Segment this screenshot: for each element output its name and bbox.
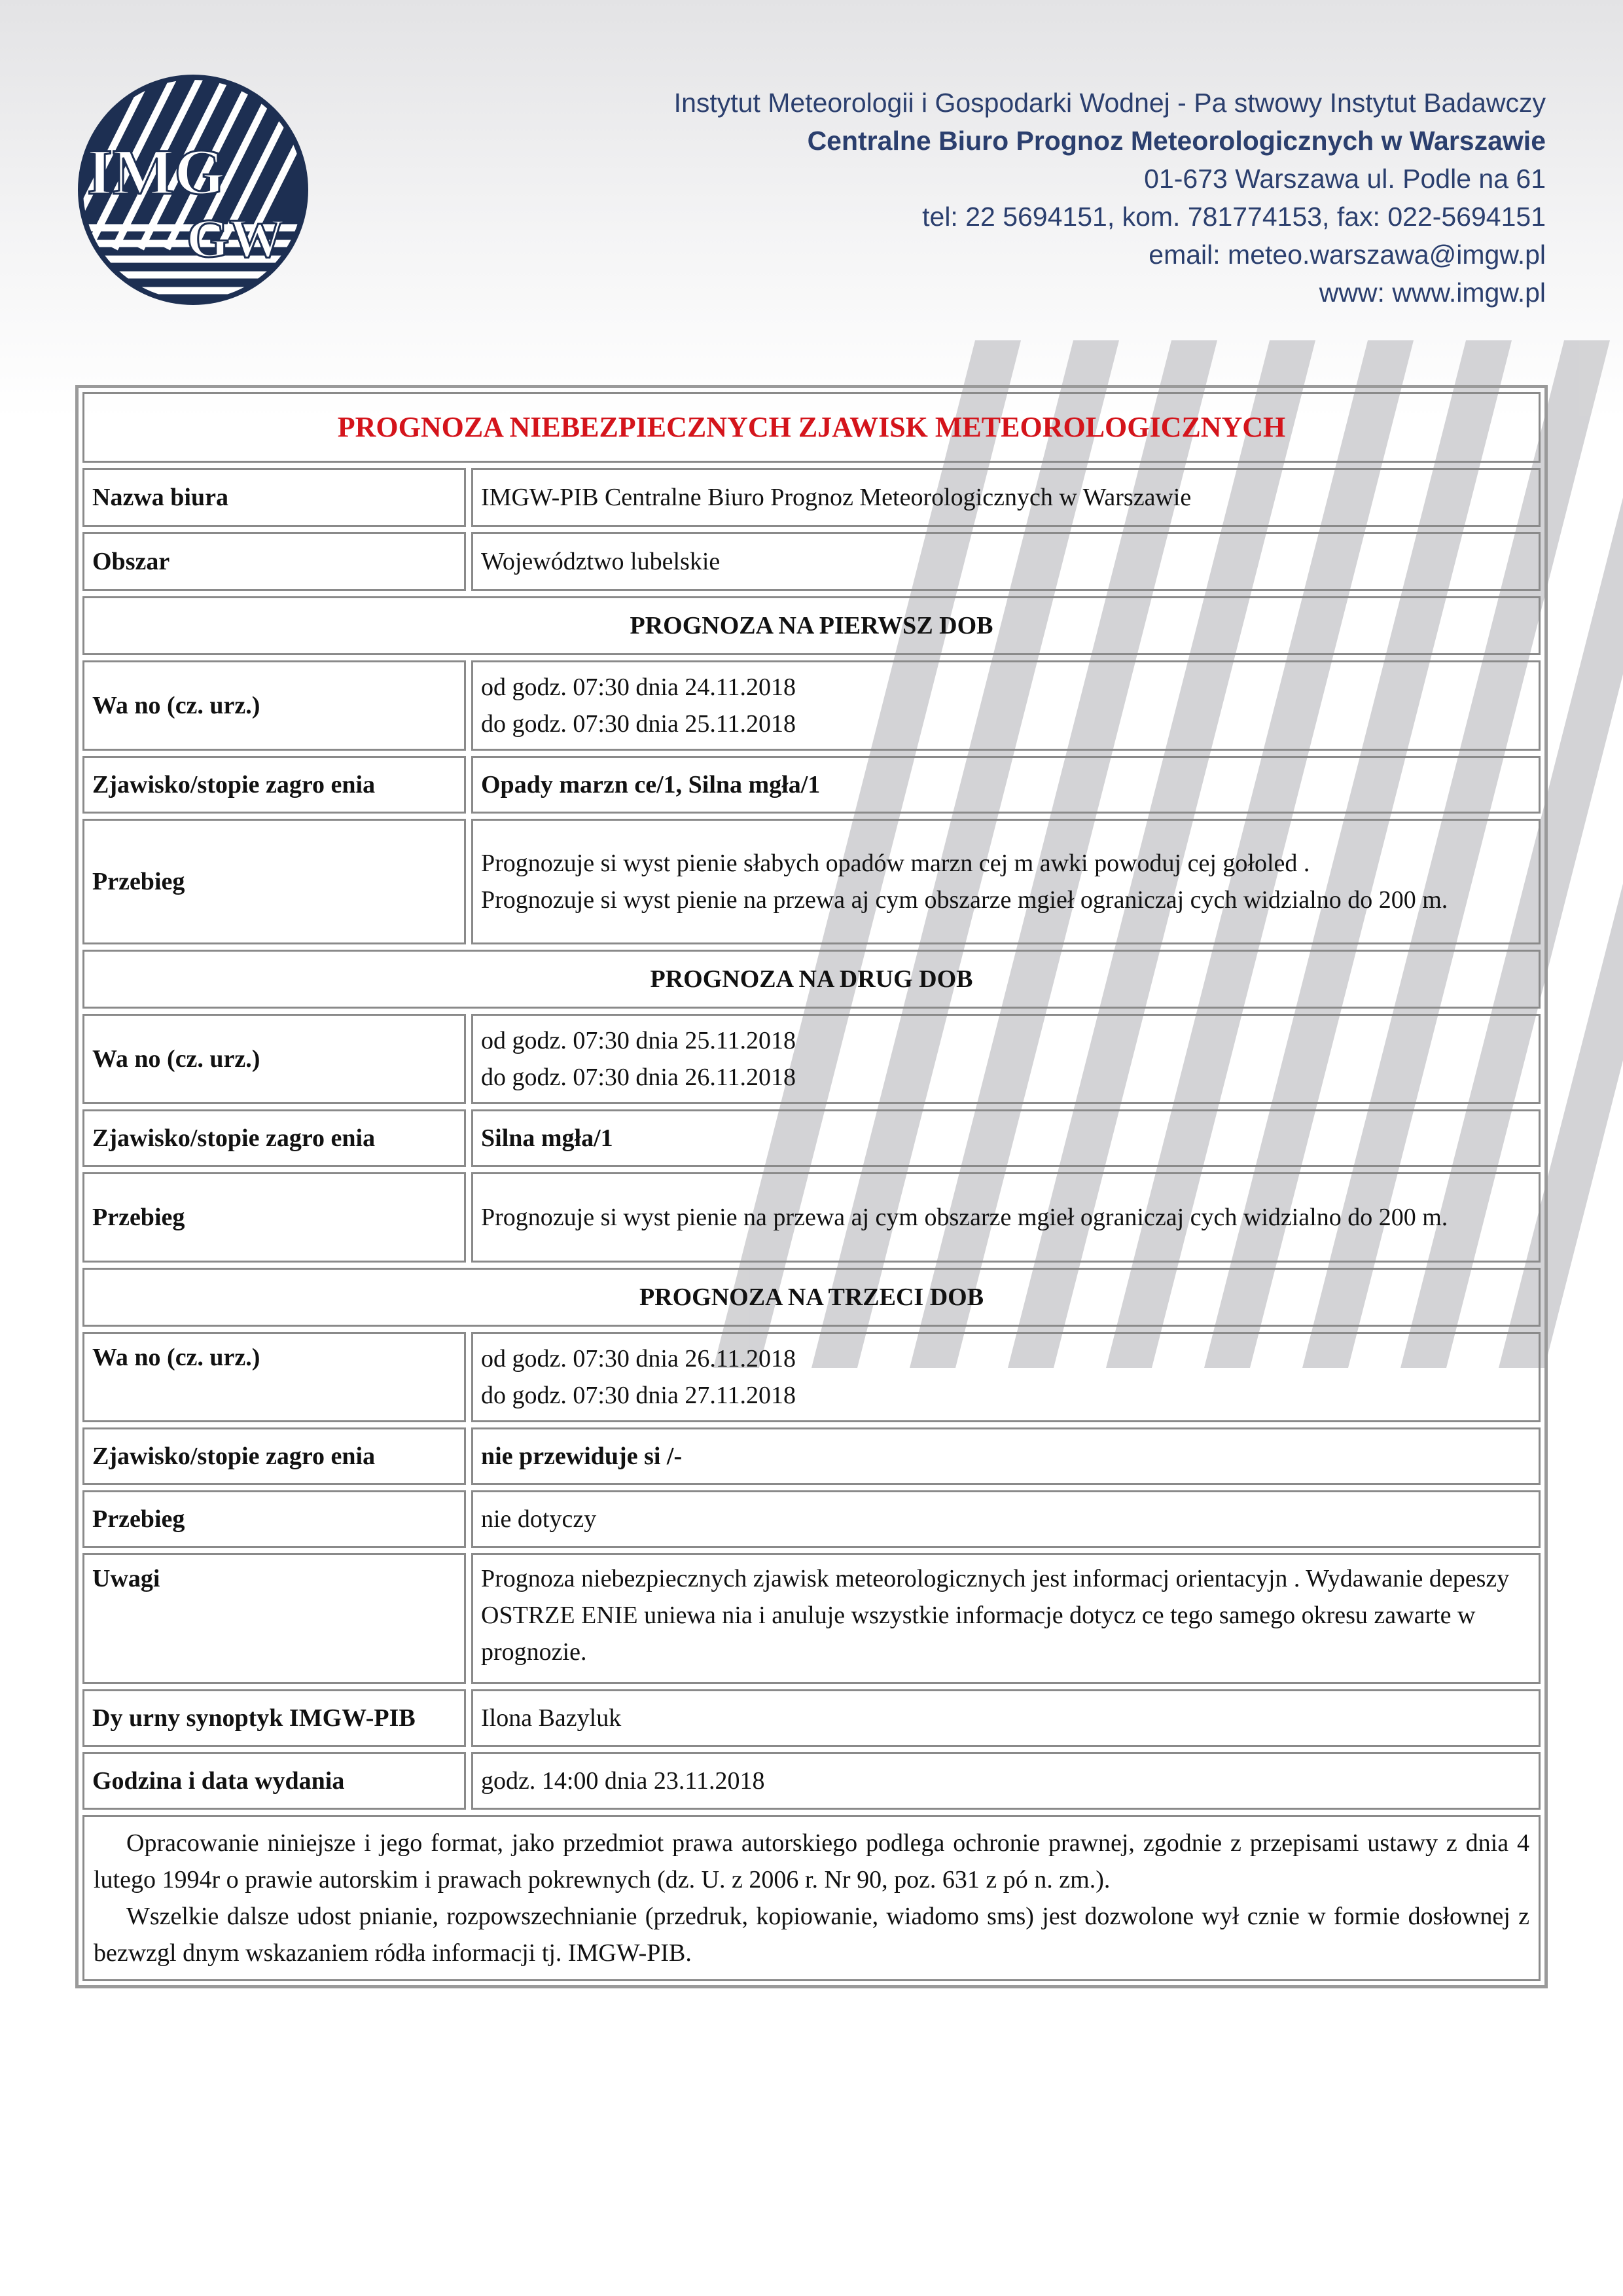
day1-from: od godz. 07:30 dnia 24.11.2018 — [481, 673, 796, 701]
forecast-table — [75, 385, 1548, 1988]
day1-phenomenon-value: Opady marzn ce/1, Silna mgła/1 — [471, 756, 1541, 814]
day2-phenomenon-label: Zjawisko/stopie zagro enia — [82, 1109, 466, 1167]
day3-validity-label: Wa no (cz. urz.) — [82, 1332, 466, 1422]
day1-heading: PROGNOZA NA PIERWSZ DOB — [82, 596, 1541, 655]
institute-name: Instytut Meteorologii i Gospodarki Wodnej - Pa stwowy Instytut Badawczy — [673, 88, 1546, 118]
day3-validity-value — [471, 1332, 1541, 1422]
copyright-notice — [82, 1815, 1541, 1981]
day3-course-value: nie dotyczy — [471, 1490, 1541, 1548]
day1-validity-value — [471, 660, 1541, 751]
day2-heading: PROGNOZA NA DRUG DOB — [82, 950, 1541, 1009]
day3-from: od godz. 07:30 dnia 26.11.2018 — [481, 1345, 796, 1372]
synoptic-label: Dy urny synoptyk IMGW-PIB — [82, 1689, 466, 1747]
institute-header — [564, 84, 1546, 312]
area-value: Województwo lubelskie — [471, 532, 1541, 591]
document-title: PROGNOZA NIEBEZPIECZNYCH ZJAWISK METEOROLOGICZNYCH — [82, 392, 1541, 463]
phone-line: tel: 22 5694151, kom. 781774153, fax: 022-5694151 — [922, 202, 1546, 232]
day3-course-label: Przebieg — [82, 1490, 466, 1548]
office-value: IMGW-PIB Centralne Biuro Prognoz Meteorologicznych w Warszawie — [471, 468, 1541, 527]
day2-course-label: Przebieg — [82, 1172, 466, 1263]
logo-text-top: IMG — [87, 135, 226, 208]
day3-to: do godz. 07:30 dnia 27.11.2018 — [481, 1382, 796, 1409]
email-line[interactable]: email: meteo.warszawa@imgw.pl — [1149, 240, 1546, 270]
day1-to: do godz. 07:30 dnia 25.11.2018 — [481, 710, 796, 738]
office-label: Nazwa biura — [82, 468, 466, 527]
day1-course-value — [471, 819, 1541, 944]
day2-course-value: Prognozuje si wyst pienie na przewa aj cym obszarze mgieł ograniczaj cych widzialno do 200 m. — [471, 1172, 1541, 1263]
day1-validity-label: Wa no (cz. urz.) — [82, 660, 466, 751]
copyright-paragraph-1: Opracowanie niniejsze i jego format, jako przedmiot prawa autorskiego podlega ochronie prawnej, zgodnie z przepisami ustawy z dnia 4 lutego 1994r o prawie autorskim i prawach pokrewnych (dz. U. z 2006 r. Nr 90, poz. 631 z pó n. zm.). — [94, 1829, 1529, 1893]
www-line[interactable]: www: www.imgw.pl — [1319, 278, 1546, 308]
day3-phenomenon-label: Zjawisko/stopie zagro enia — [82, 1427, 466, 1485]
issued-label: Godzina i data wydania — [82, 1752, 466, 1810]
day3-heading: PROGNOZA NA TRZECI DOB — [82, 1268, 1541, 1327]
logo-text-bottom: GW — [187, 208, 285, 269]
office-name: Centralne Biuro Prognoz Meteorologicznych w Warszawie — [807, 126, 1546, 156]
remarks-value: Prognoza niebezpiecznych zjawisk meteorologicznych jest informacj orientacyjn . Wydawanie depeszy OSTRZE ENIE uniewa nia i anuluje wszystkie informacje dotycz ce tego samego okresu zawarte w prognozie. — [471, 1553, 1541, 1684]
day3-phenomenon-value: nie przewiduje si /- — [471, 1427, 1541, 1485]
remarks-label: Uwagi — [82, 1553, 466, 1684]
day2-phenomenon-value: Silna mgła/1 — [471, 1109, 1541, 1167]
day1-phenomenon-label: Zjawisko/stopie zagro enia — [82, 756, 466, 814]
imgw-logo — [75, 72, 311, 308]
synoptic-value: Ilona Bazyluk — [471, 1689, 1541, 1747]
day1-course-label: Przebieg — [82, 819, 466, 944]
day2-validity-label: Wa no (cz. urz.) — [82, 1014, 466, 1104]
day2-from: od godz. 07:30 dnia 25.11.2018 — [481, 1027, 796, 1054]
day2-to: do godz. 07:30 dnia 26.11.2018 — [481, 1064, 796, 1091]
area-label: Obszar — [82, 532, 466, 591]
day1-course-line1: Prognozuje si wyst pienie słabych opadów marzn cej m awki powoduj cej gołoled . — [481, 850, 1310, 877]
day2-validity-value — [471, 1014, 1541, 1104]
copyright-paragraph-2: Wszelkie dalsze udost pnianie, rozpowszechnianie (przedruk, kopiowanie, wiadomo sms) jest dozwolone wył cznie w formie dosłownej z bezwzgl dnym wskazaniem ródła informacji tj. IMGW-PIB. — [94, 1903, 1529, 1967]
issued-value: godz. 14:00 dnia 23.11.2018 — [471, 1752, 1541, 1810]
day1-course-line2: Prognozuje si wyst pienie na przewa aj cym obszarze mgieł ograniczaj cych widzialno do 200 m. — [481, 886, 1448, 914]
address: 01-673 Warszawa ul. Podle na 61 — [1144, 164, 1546, 194]
